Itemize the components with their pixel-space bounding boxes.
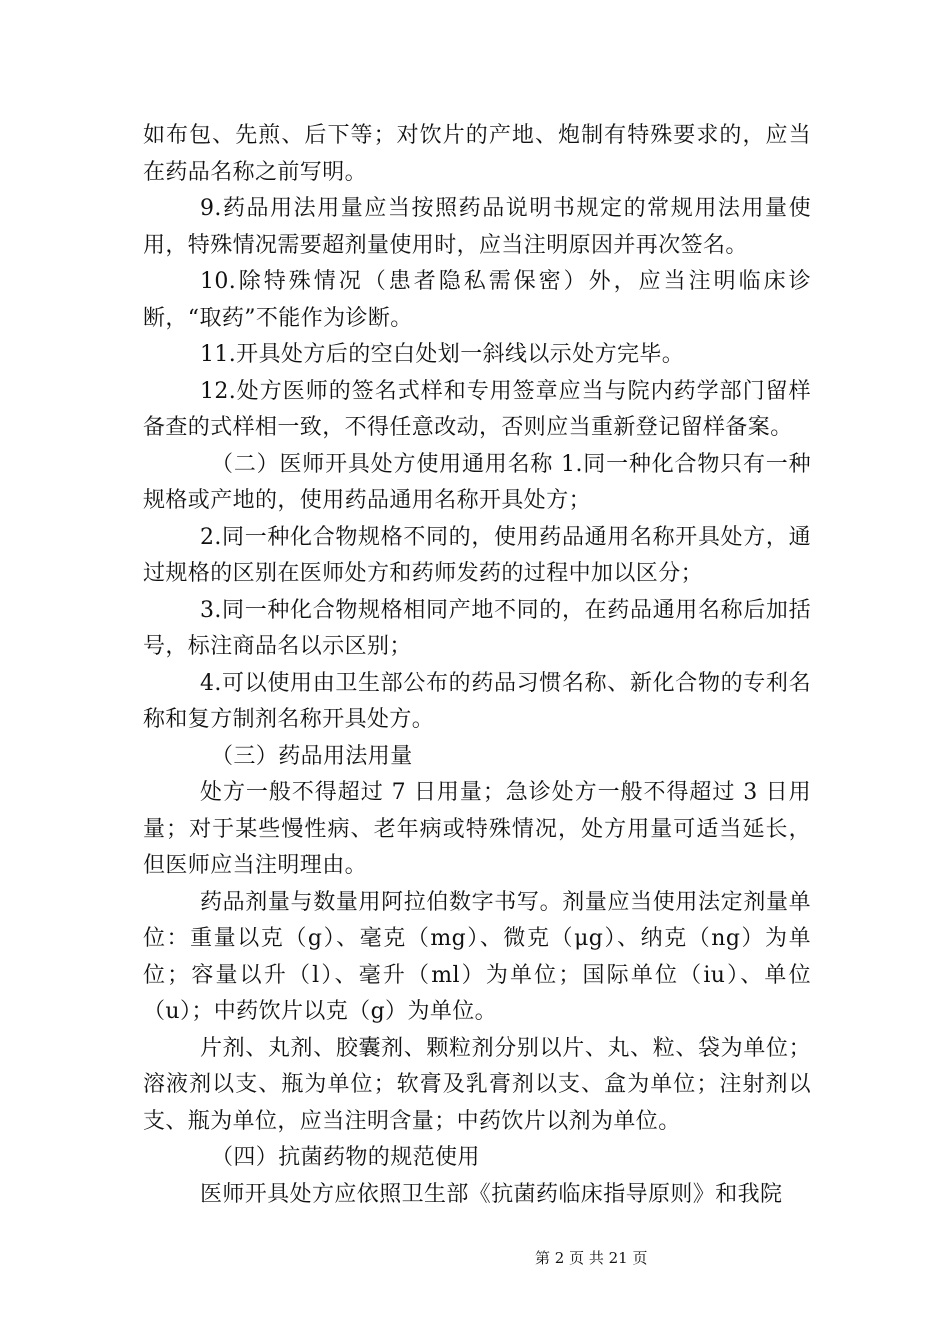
paragraph: 11.开具处方后的空白处划一斜线以示处方完毕。 bbox=[200, 342, 685, 367]
paragraph: 2.同一种化合物规格不同的，使用药品通用名称开具处方，通过规格的区别在医师处方和药师发药的过程中加以区分； bbox=[143, 524, 811, 586]
paragraph: 10.除特殊情况（患者隐私需保密）外，应当注明临床诊断，“取药”不能作为诊断。 bbox=[143, 269, 811, 331]
paragraph: 医师开具处方应依照卫生部《抗菌药临床指导原则》和我院 bbox=[200, 1181, 783, 1207]
paragraph: （二）医师开具处方使用通用名称 1.同一种化合物只有一种规格或产地的，使用药品通用名称开具处方； bbox=[143, 451, 811, 513]
paragraph: 药品剂量与数量用阿拉伯数字书写。剂量应当使用法定剂量单位：重量以克（g）、毫克（mg）、微克（μg）、纳克（ng）为单位；容量以升（l）、毫升（ml）为单位；国际单位（iu）、单位（u）；中药饮片以克（g）为单位。 bbox=[143, 889, 811, 1024]
paragraph: 12.处方医师的签名式样和专用签章应当与院内药学部门留样备查的式样相一致，不得任意改动，否则应当重新登记留样备案。 bbox=[143, 378, 811, 440]
paragraph: 处方一般不得超过 7 日用量；急诊处方一般不得超过 3 日用量；对于某些慢性病、老年病或特殊情况，处方用量可适当延长，但医师应当注明理由。 bbox=[143, 780, 811, 878]
document-body bbox=[143, 118, 811, 1213]
paragraph: 如布包、先煎、后下等；对饮片的产地、炮制有特殊要求的，应当在药品名称之前写明。 bbox=[143, 123, 811, 185]
paragraph: （三）药品用法用量 bbox=[211, 743, 413, 769]
paragraph: 片剂、丸剂、胶囊剂、颗粒剂分别以片、丸、粒、袋为单位；溶液剂以支、瓶为单位；软膏及乳膏剂以支、盒为单位；注射剂以支、瓶为单位，应当注明含量；中药饮片以剂为单位。 bbox=[143, 1035, 811, 1134]
page-number-footer: 第 2 页 共 21 页 bbox=[535, 1249, 648, 1267]
paragraph: 3.同一种化合物规格相同产地不同的，在药品通用名称后加括号，标注商品名以示区别； bbox=[143, 597, 811, 659]
paragraph: 4.可以使用由卫生部公布的药品习惯名称、新化合物的专利名称和复方制剂名称开具处方。 bbox=[143, 670, 811, 732]
paragraph: 9.药品用法用量应当按照药品说明书规定的常规用法用量使用，特殊情况需要超剂量使用时，应当注明原因并再次签名。 bbox=[143, 196, 811, 258]
paragraph: （四）抗菌药物的规范使用 bbox=[211, 1145, 480, 1170]
